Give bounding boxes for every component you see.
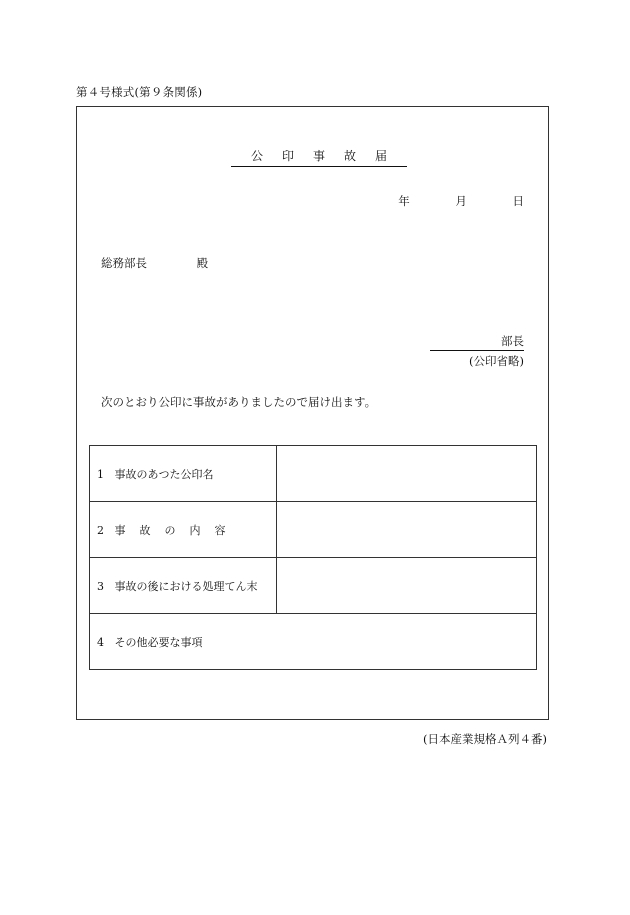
addressee-name: 総務部長 (101, 256, 147, 270)
item-number: 4 (97, 635, 104, 649)
item-value-field-2[interactable] (277, 502, 537, 558)
form-title: 公印事故届 (231, 147, 407, 167)
date-month: 月 (455, 194, 467, 208)
item-number: 3 (97, 579, 104, 593)
table-row (90, 558, 537, 614)
seal-omitted-note: (公印省略) (469, 354, 524, 368)
item-label-text: 事故のあつた公印名 (114, 467, 214, 481)
sender-department: 部長 (430, 333, 524, 351)
table-row (90, 614, 537, 670)
sender-block (430, 333, 524, 369)
item-number: 1 (97, 467, 104, 481)
items-table (89, 445, 537, 670)
item-label-text: 事故の後における処理てん末 (114, 579, 258, 593)
item-label-4[interactable] (90, 614, 537, 670)
item-label-text: 事故の内容 (114, 523, 240, 537)
item-label-3 (90, 558, 277, 614)
table-row (90, 446, 537, 502)
addressee (101, 255, 208, 271)
form-frame (76, 106, 549, 720)
form-number: 第４号様式(第９条関係) (76, 85, 203, 99)
item-label-text: その他必要な事項 (114, 635, 203, 649)
item-label-2 (90, 502, 277, 558)
paper-size-note: (日本産業規格Ａ列４番) (423, 732, 547, 746)
addressee-honorific: 殿 (196, 256, 209, 270)
item-value-field-3[interactable] (277, 558, 537, 614)
item-number: 2 (97, 523, 104, 537)
date-day: 日 (512, 194, 524, 208)
item-value-field-1[interactable] (277, 446, 537, 502)
date-line (398, 193, 524, 209)
date-year: 年 (398, 194, 410, 208)
table-row (90, 502, 537, 558)
item-label-1 (90, 446, 277, 502)
statement-text: 次のとおり公印に事故がありましたので届け出ます。 (101, 395, 377, 409)
